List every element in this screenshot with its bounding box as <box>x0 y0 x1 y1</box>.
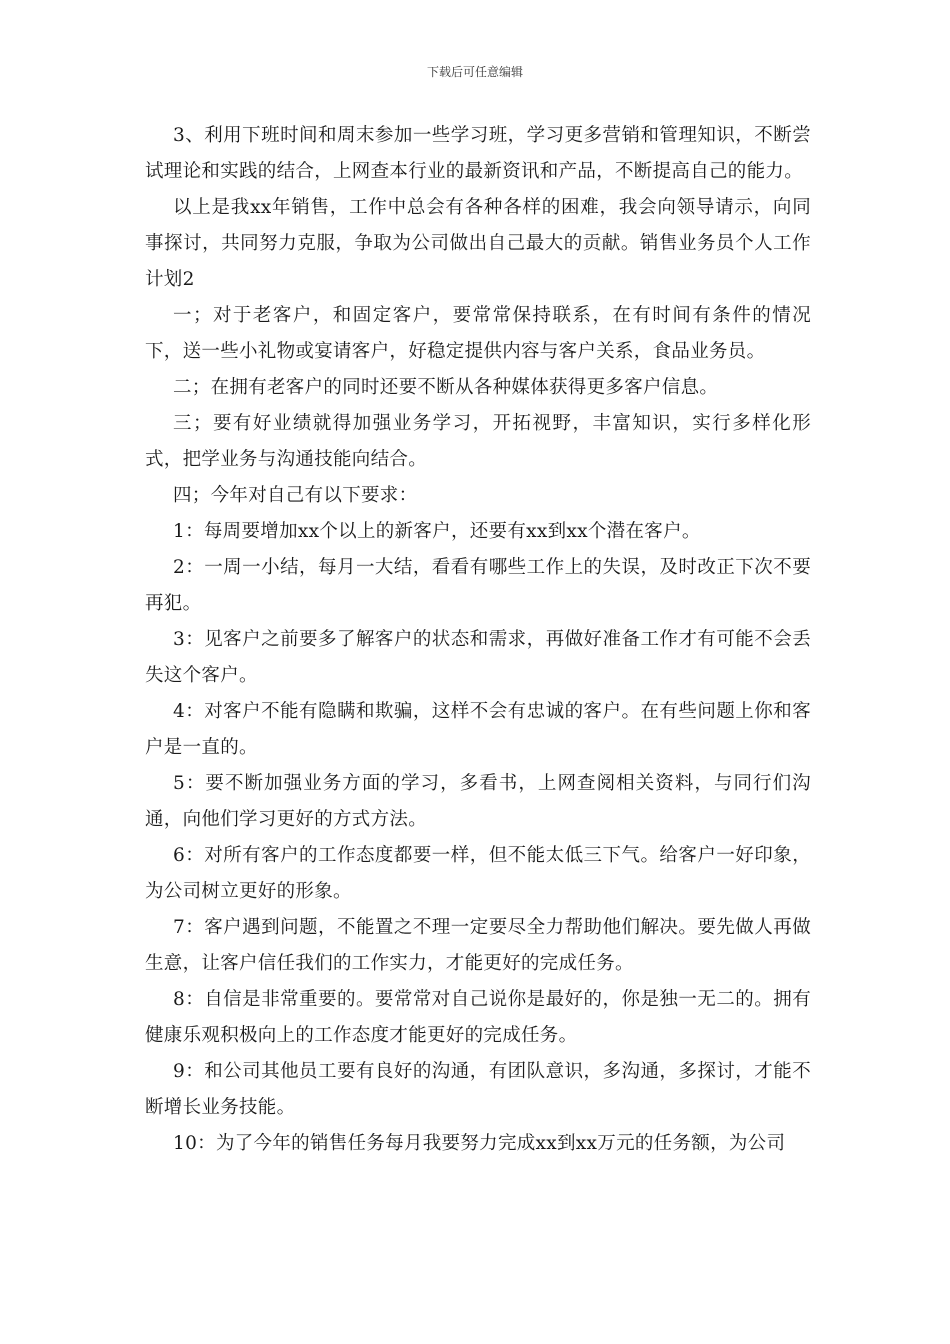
requirement-item-1: 1：每周要增加xx个以上的新客户，还要有xx到xx个潜在客户。 <box>173 521 701 542</box>
page-header-note: 下载后可任意编辑 <box>426 65 523 79</box>
requirement-item-6: 6：对所有客户的工作态度都要一样，但不能太低三下气。给客户一好印象，为公司树立更好的形象。 <box>145 845 811 902</box>
requirement-item-10: 10：为了今年的销售任务每月我要努力完成xx到xx万元的任务额，为公司 <box>173 1133 786 1154</box>
document-body <box>145 118 811 1162</box>
paragraph-study-classes: 3、利用下班时间和周末参加一些学习班，学习更多营销和管理知识，不断尝试理论和实践的结合，上网查本行业的最新资讯和产品，不断提高自己的能力。 <box>145 125 811 182</box>
requirement-item-9: 9：和公司其他员工要有良好的沟通，有团队意识，多沟通，多探讨，才能不断增长业务技能。 <box>145 1061 811 1118</box>
requirement-item-2: 2：一周一小结，每月一大结，看看有哪些工作上的失误，及时改正下次不要再犯。 <box>145 557 811 614</box>
requirement-item-5: 5：要不断加强业务方面的学习，多看书，上网查阅相关资料，与同行们沟通，向他们学习更好的方式方法。 <box>145 773 811 830</box>
paragraph-summary: 以上是我xx年销售，工作中总会有各种各样的困难，我会向领导请示，向同事探讨，共同努力克服，争取为公司做出自己最大的贡献。销售业务员个人工作计划2 <box>145 197 811 290</box>
requirement-item-7: 7：客户遇到问题，不能置之不理一定要尽全力帮助他们解决。要先做人再做生意，让客户信任我们的工作实力，才能更好的完成任务。 <box>145 917 811 974</box>
paragraph-point-four: 四；今年对自己有以下要求： <box>173 485 418 506</box>
paragraph-point-one: 一；对于老客户，和固定客户，要常常保持联系，在有时间有条件的情况下，送一些小礼物或宴请客户，好稳定提供内容与客户关系，食品业务员。 <box>145 305 811 362</box>
requirement-item-8: 8：自信是非常重要的。要常常对自己说你是最好的，你是独一无二的。拥有健康乐观积极向上的工作态度才能更好的完成任务。 <box>145 989 811 1046</box>
paragraph-point-two: 二；在拥有老客户的同时还要不断从各种媒体获得更多客户信息。 <box>173 377 719 398</box>
requirement-item-4: 4：对客户不能有隐瞒和欺骗，这样不会有忠诚的客户。在有些问题上你和客户是一直的。 <box>145 701 811 758</box>
requirement-item-3: 3：见客户之前要多了解客户的状态和需求，再做好准备工作才有可能不会丢失这个客户。 <box>145 629 811 686</box>
paragraph-point-three: 三；要有好业绩就得加强业务学习，开拓视野，丰富知识，实行多样化形式，把学业务与沟通技能向结合。 <box>145 413 811 470</box>
